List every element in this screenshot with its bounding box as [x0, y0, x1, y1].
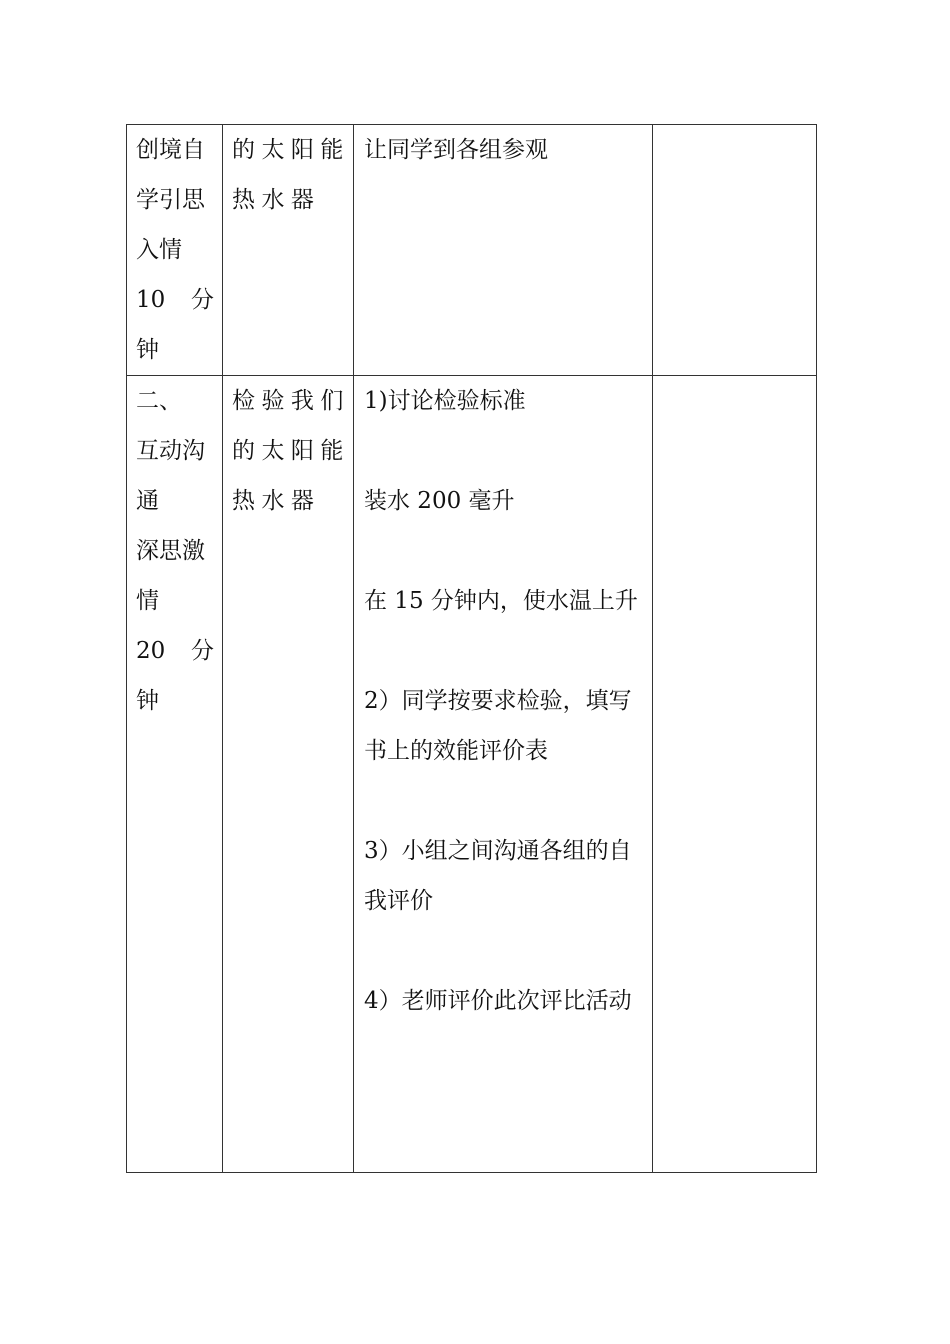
- activity-text: 3）小组之间沟通各组的自我评价: [364, 838, 632, 914]
- stage-text: 钟: [136, 337, 159, 363]
- table-row: [127, 376, 817, 1173]
- activity-text: 让同学到各组参观: [364, 137, 548, 163]
- notes-cell: [653, 376, 817, 1173]
- topic-text: 的太阳能: [232, 438, 350, 464]
- stage-text: 创境自: [136, 137, 205, 163]
- topic-text: 检验我们: [232, 388, 350, 414]
- notes-cell: [653, 125, 817, 376]
- activity-text: 在 15 分钟内，使水温上升: [364, 588, 638, 614]
- table-row: [127, 125, 817, 376]
- stage-text: 入情: [136, 237, 182, 263]
- stage-cell: [127, 376, 223, 1173]
- topic-text: 的太阳能: [232, 137, 350, 163]
- topic-text: 热水器: [232, 488, 321, 514]
- activity-text: 1)讨论检验标准: [364, 388, 526, 414]
- stage-text: 情: [136, 588, 159, 614]
- stage-cell: [127, 125, 223, 376]
- duration-unit: 分: [191, 287, 214, 313]
- activity-cell: [354, 125, 653, 376]
- stage-text: 通: [136, 488, 159, 514]
- stage-duration: [136, 626, 214, 676]
- stage-duration: [136, 275, 214, 325]
- duration-number: 10: [136, 287, 166, 313]
- activity-text: 装水 200 毫升: [364, 488, 515, 514]
- stage-text: 深思激: [136, 538, 205, 564]
- topic-cell: [223, 125, 354, 376]
- stage-text: 钟: [136, 688, 159, 714]
- stage-text: 学引思: [136, 187, 205, 213]
- stage-text: 二、: [136, 388, 182, 414]
- topic-text: 热水器: [232, 187, 321, 213]
- duration-unit: 分: [191, 638, 214, 664]
- activity-cell: [354, 376, 653, 1173]
- activity-text: 4）老师评价此次评比活动: [364, 988, 632, 1014]
- topic-cell: [223, 376, 354, 1173]
- duration-number: 20: [136, 638, 166, 664]
- stage-text: 互动沟: [136, 438, 205, 464]
- activity-text: 2）同学按要求检验，填写书上的效能评价表: [364, 688, 632, 764]
- lesson-plan-table: [126, 124, 817, 1173]
